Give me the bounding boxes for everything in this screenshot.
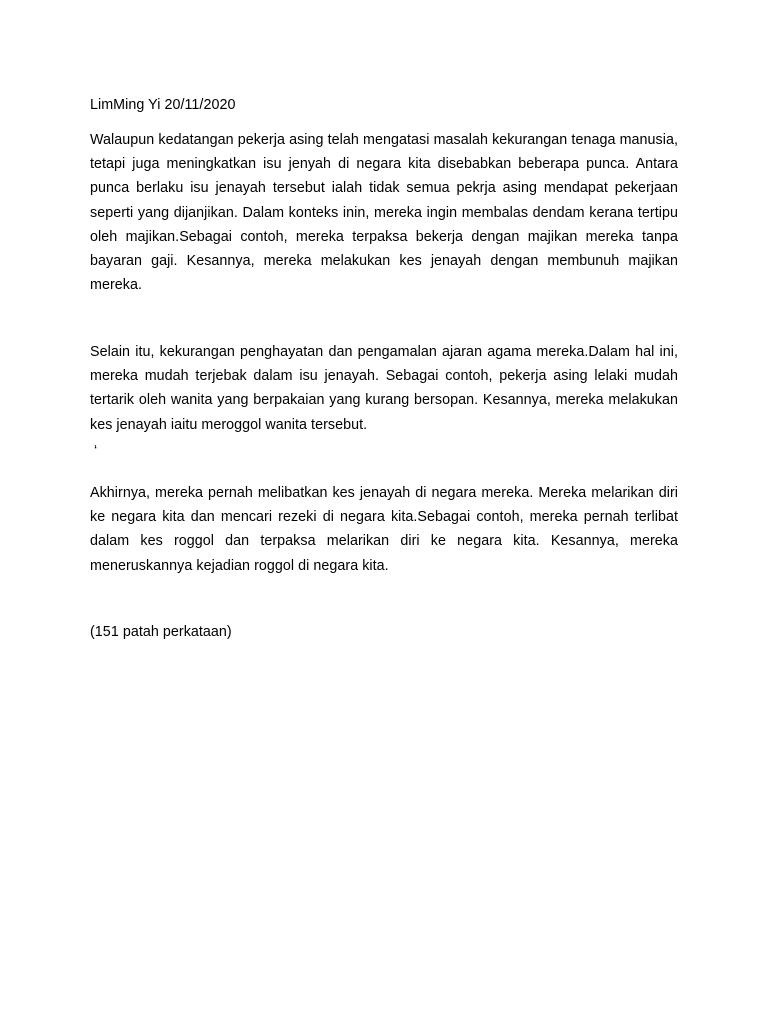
paragraph-3: Akhirnya, mereka pernah melibatkan kes jenayah di negara mereka. Mereka melarikan diri ke negara kita dan mencari rezeki di negara kita.Sebagai contoh, mereka pernah terlibat dalam kes roggol dan terpaksa melarikan diri ke negara kita. Kesannya, mereka meneruskannya kejadian roggol di negara kita.: [90, 485, 678, 574]
author-name: LimMing Yi: [90, 97, 161, 113]
document-header: [90, 93, 678, 117]
document-date: 20/11/2020: [164, 97, 236, 113]
paragraph-1: Walaupun kedatangan pekerja asing telah mengatasi masalah kekurangan tenaga manusia, tetapi juga meningkatkan isu jenyah di negara kita disebabkan beberapa punca. Antara punca berlaku isu jenayah tersebut ialah tidak semua pekrja asing mendapat pekerjaan seperti yang dijanjikan. Dalam konteks inin, mereka ingin membalas dendam kerana tertipu oleh majikan.Sebagai contoh, mereka terpaksa bekerja dengan majikan mereka tanpa bayaran gaji. Kesannya, mereka melakukan kes jenayah dengan membunuh majikan mereka.: [90, 132, 678, 294]
word-count: (151 patah perkataan): [90, 624, 232, 640]
stray-quote-mark: ‘: [94, 443, 98, 459]
paragraph-2: Selain itu, kekurangan penghayatan dan pengamalan ajaran agama mereka.Dalam hal ini, mereka mudah terjebak dalam isu jenayah. Sebagai contoh, pekerja asing lelaki mudah tertarik oleh wanita yang berpakaian yang kurang bersopan. Kesannya, mereka melakukan kes jenayah iaitu meroggol wanita tersebut.: [90, 344, 678, 433]
